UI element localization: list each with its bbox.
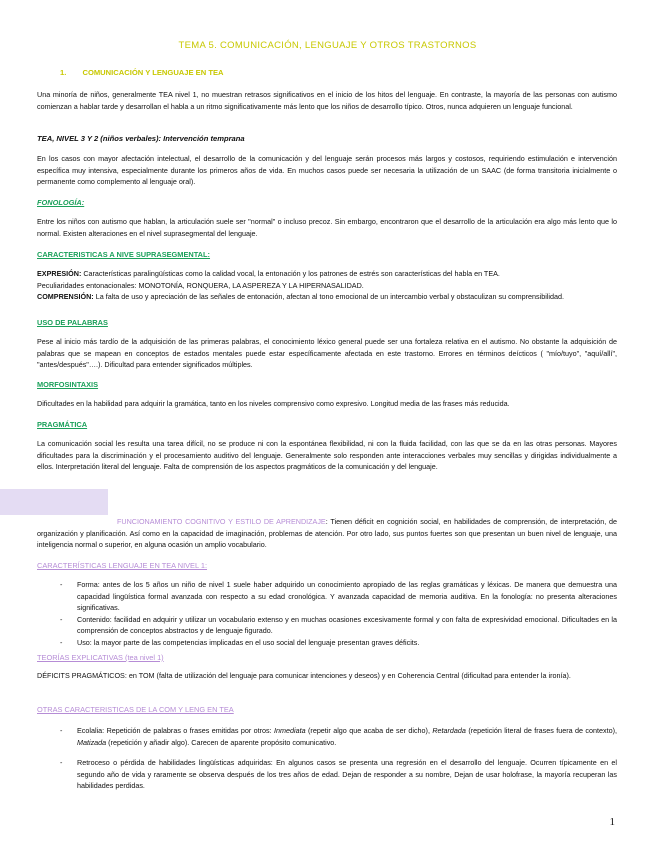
tea-paragraph: En los casos con mayor afectación intelectual, el desarrollo de la comunicación y del lenguaje serán procesos más largos y costosos, requiriendo estimulación e intervención específica muy intensiva, especialmente durante los primeros años de vida. En muchos casos puede ser necesaria la utilización de un SAAC (de forma transitoria inicialmente o permanente como complemento al lenguaje oral).: [37, 154, 617, 186]
expresion-text: Características paralingüísticas como la calidad vocal, la entonación y los patrones de estrés son características del habla en TEA.: [83, 269, 500, 278]
funcionamiento-label: FUNCIONAMIENTO COGNITIVO Y ESTILO DE APRENDIZAJE: [117, 517, 326, 526]
pragmatica-paragraph: La comunicación social les resulta una tarea difícil, no se produce ni con la espontánea flexibilidad, ni con la fluida facilidad, con las que se da en las otras personas. Mayores dificultades para la discriminación y el procesamiento auditivo del lenguaje. Generalmente solo responden ante interacciones verbales muy sencillas y dirigidas individualmente a ellos. Interpretación literal del lenguaje. Falta de comprensión de los aspectos pragmáticos de la comunicación y del lenguaje.: [37, 439, 617, 471]
nivel1-list: [60, 579, 617, 648]
peculiaridades-text: Peculiaridades entonacionales: MONOTONÍA, RONQUERA, LA ASPEREZA Y LA HIPERNASALIDAD.: [37, 280, 364, 290]
teorias-heading: TEORÍAS EXPLICATIVAS (tea nivel 1): [37, 653, 164, 662]
expresion-label: EXPRESIÓN:: [37, 269, 82, 278]
list-item: - Retroceso o pérdida de habilidades lingüísticas adquiridas: En algunos casos se presenta una regresión en el desarrollo del lenguaje. Ocurren típicamente en el segundo año de vida y raramente se observa después de los tres años de edad. Dejan de responder a su nombre, Dejan de usar holofrase, la mayoría recuperan las habilidades perdidas.: [60, 757, 617, 792]
uso-palabras-paragraph: Pese al inicio más tardío de la adquisición de las primeras palabras, el conocimiento léxico general puede ser una fortaleza relativa en el autismo. No obstante la adquisición de palabras que se mapean en conceptos de estados mentales puede estar específicamente afectada en este trastorno. Errores en términos deícticos ( "mío/tuyo", "aquí/allí", "antes/después"….). Dificultad para entender significados múltiples.: [37, 337, 617, 369]
funcionamiento-text: : Tienen déficit en cognición social, en habilidades de comprensión, de interpretación, de organización y planificación. Así como en la capacidad de imaginación, problemas de atención. Por otro lado, sus puntos fuertes son que presentan un buen nivel de lenguaje, una inteligencia normal o superior, en alguna ocasión un amplio vocabulario.: [37, 517, 617, 549]
list-item: - Forma: antes de los 5 años un niño de nivel 1 suele haber adquirido un conocimiento apropiado de las reglas gramáticas y léxicas. De manera que demuestra una capacidad lingüística formal avanzada con respecto a su edad cronológica. Y avanzada capacidad de memoria auditiva. En la fonología: no presenta alteraciones significativas.: [60, 579, 617, 614]
otras-list: [60, 725, 617, 792]
comprension-text: La falta de uso y apreciación de las señales de entonación, afectan al tono emocional de un intercambio verbal y obstaculizan su comprensibilidad.: [95, 292, 564, 301]
tea-heading: TEA, NIVEL 3 Y 2 (niños verbales): Intervención temprana: [37, 134, 245, 143]
uso-palabras-heading: USO DE PALABRAS: [37, 318, 108, 327]
pragmatica-heading: PRAGMÁTICA: [37, 420, 88, 429]
list-item: - Contenido: facilidad en adquirir y utilizar un vocabulario extenso y en muchas ocasiones excesivamente formal y con falta de expresividad emocional. Dificultades en la comprensión de conceptos abstractos y de lenguaje figurado.: [60, 614, 617, 637]
section-label: COMUNICACIÓN Y LENGUAJE EN TEA: [82, 68, 224, 77]
otras-heading: OTRAS CARACTERISTICAS DE LA COM Y LENG EN TEA: [37, 705, 234, 714]
morfosintaxis-heading: MORFOSINTAXIS: [37, 380, 99, 389]
page-number: 1: [609, 816, 615, 828]
list-item: - Uso: la mayor parte de las competencias implicadas en el uso social del lenguaje presentan graves déficits.: [60, 637, 617, 649]
suprasegmental-heading: CARACTERISTICAS A NIVE SUPRASEGMENTAL:: [37, 250, 211, 259]
nivel1-heading: CARACTERÍSTICAS LENGUAJE EN TEA NIVEL 1:: [37, 561, 208, 570]
intro-paragraph: Una minoría de niños, generalmente TEA nivel 1, no muestran retrasos significativos en el inicio de los hitos del lenguaje. En contraste, la mayoría de las personas con autismo comienzan a hablar tarde y desarrollan el habla a un ritmo significativamente más lento que los niños de desarrollo típico. Otros, nunca adquieren un lenguaje funcional.: [37, 90, 617, 111]
morfosintaxis-paragraph: Dificultades en la habilidad para adquirir la gramática, tanto en los niveles comprensivo como expresivo. Longitud media de las frases más reducida.: [37, 399, 510, 408]
suprasegmental-block: [37, 268, 617, 303]
comprension-label: COMPRENSIÓN:: [37, 292, 94, 301]
fonologia-heading: FONOLOGÍA:: [37, 198, 85, 207]
list-item: - Ecolalia: Repetición de palabras o frases emitidas por otros: Inmediata (repetir algo que acaba de ser dicho), Retardada (repetición literal de frases fuera de contexto), Matizada (repetición y añadir algo). Carecen de aparente propósito comunicativo.: [60, 725, 617, 748]
funcionamiento-paragraph: [37, 516, 617, 551]
section-heading: [60, 68, 224, 77]
section-number: 1.: [60, 68, 67, 77]
fonologia-paragraph: Entre los niños con autismo que hablan, la articulación suele ser "normal" o incluso precoz. Sin embargo, encontraron que el desarrollo de la articulación era algo más lento que lo normal. Existen alteraciones en el nivel suprasegmental del lenguaje.: [37, 217, 617, 238]
teorias-paragraph: DÉFICITS PRAGMÁTICOS: en TOM (falta de utilización del lenguaje para comunicar intenciones y deseos) y en Coherencia Central (dificultad para entender la ironía).: [37, 671, 571, 680]
highlight-box: [0, 489, 108, 515]
page-title: TEMA 5. COMUNICACIÓN, LENGUAJE Y OTROS TRASTORNOS: [178, 40, 477, 51]
